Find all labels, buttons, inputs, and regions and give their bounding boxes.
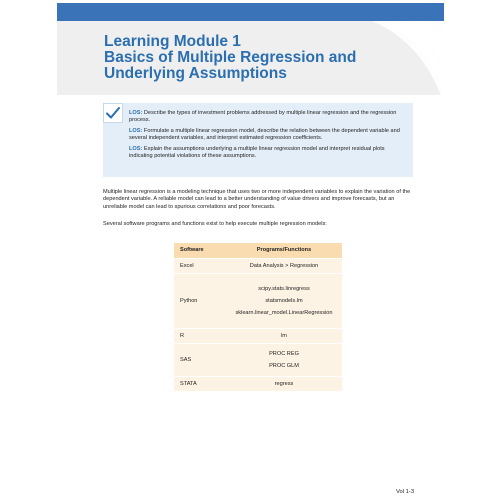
title-line-2: Basics of Multiple Regression and [104,49,357,66]
checkmark-icon [105,105,121,121]
functions-cell [226,273,342,328]
los-text: Describe the types of investment problems addressed by multiple linear regression and the regression process. [129,110,397,124]
los-text: Formulate a multiple linear regression model, describe the relation between the dependent variable and several independent variables, and interpret estimated regression coefficients. [129,127,400,142]
los-item [129,146,409,161]
header-software: Software [174,243,226,258]
function-item: lm [281,332,287,339]
checkmark-badge [103,103,123,123]
software-table [174,243,342,392]
los-label: LOS: [129,145,143,152]
los-label: LOS: [129,110,143,116]
table-row [174,376,342,391]
table-row [174,258,342,273]
los-list [129,110,409,163]
function-item: Data Analysis > Regression [249,262,319,269]
top-color-bar [57,3,444,21]
functions-cell [226,328,342,343]
los-text: Explain the assumptions underlying a multiple linear regression model and interpret residual plots indicating potential violations of these assumptions. [129,145,385,159]
function-item: scipy.stats.linregress [258,285,310,292]
title-line-1: Learning Module 1 [104,33,241,50]
page-title [104,34,404,82]
functions-cell [226,376,342,391]
software-cell: SAS [174,343,226,376]
table-row [174,328,342,343]
functions-cell [226,258,342,273]
los-item [129,110,409,125]
page-number: Vol 1-3 [396,489,415,495]
table-header-row [174,243,342,258]
software-cell: Excel [174,258,226,273]
function-item: PROC GLM [269,362,299,369]
function-item: PROC REG [269,350,299,357]
intro-paragraph: Multiple linear regression is a modeling technique that uses two or more independent variables to explain the variation of the dependent variable. A reliable model can lead to a better understanding of value drivers and improve forecasts, but an unreliable model can lead to spurious correlations and poor forecasts. [103,189,411,210]
function-item: regress [274,380,294,387]
software-cell: STATA [174,376,226,391]
los-label: LOS: [129,127,143,134]
title-line-3: Underlying Assumptions [104,65,287,82]
table-row [174,273,342,328]
table-row [174,343,342,376]
function-item: statsmodels.lm [265,297,303,304]
functions-cell [226,343,342,376]
software-cell: Python [174,273,226,328]
los-item [129,128,409,143]
header-programs: Programs/Functions [226,243,342,258]
software-cell: R [174,328,226,343]
function-item: sklearn.linear_model.LinearRegression [235,309,333,316]
software-intro-paragraph: Several software programs and functions exist to help execute multiple regression models: [103,221,327,227]
